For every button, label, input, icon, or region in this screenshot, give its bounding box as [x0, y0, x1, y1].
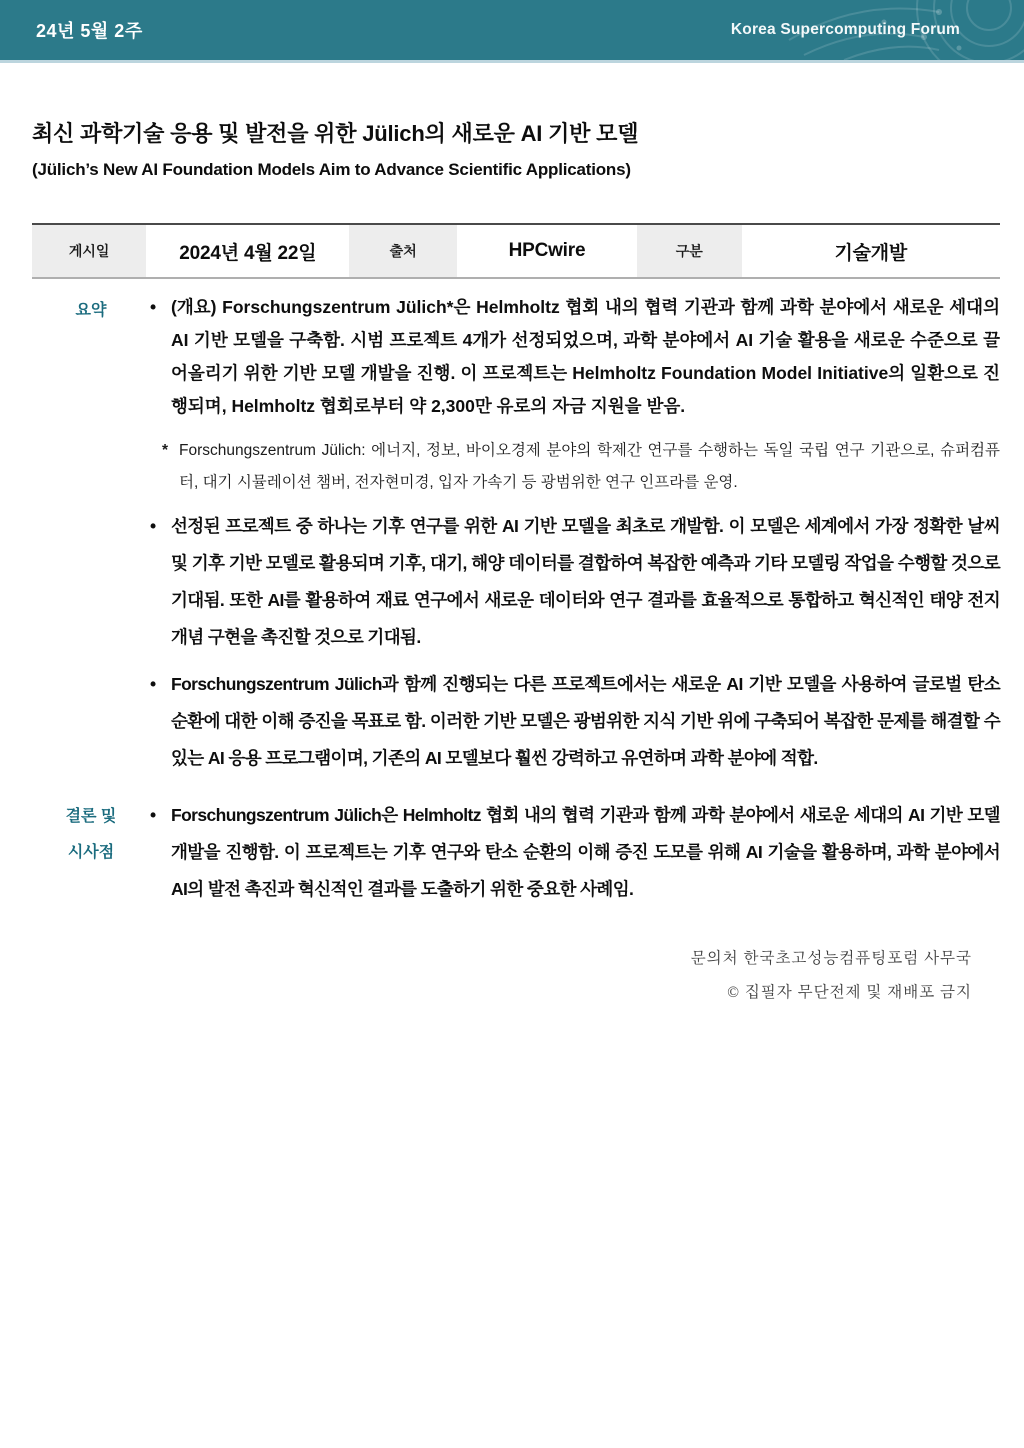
summary-section — [32, 291, 1000, 777]
conclusion-label-line1: 결론 및 — [65, 808, 117, 825]
conclusion-bullet-text: Forschungszentrum Jülich은 Helmholtz 협회 내의 협력 기관과 함께 과학 분야에서 새로운 세대의 AI 기반 모델 개발을 진행함. 이 프로젝트는 기후 연구와 탄소 순환의 이해 증진 도모를 위해 AI 기술을 활용하며, 과학 분야에서 AI의 발전 촉진과 혁신적인 결과를 도출하기 위한 중요한 사례임. — [171, 805, 1000, 899]
conclusion-section-body — [150, 797, 1000, 908]
summary-bullet-overview-text: (개요) Forschungszentrum Jülich*은 Helmholtz 협회 내의 협력 기관과 함께 과학 분야에서 새로운 세대의 AI 기반 모델을 구축함. 시범 프로젝트 4개가 선정되었으며, 과학 분야에서 AI 기술 활용을 새로운 수준으로 끌어올리기 위한 기반 모델 개발을 진행. 이 프로젝트는 Helmholtz Foundation Model Initiative의 일환으로 진행되며, Helmholtz 협회로부터 약 2,300만 유로의 자금 지원을 받음. — [171, 297, 1000, 416]
conclusion-bullet — [150, 797, 1000, 908]
conclusion-label-line2: 시사점 — [67, 844, 115, 861]
meta-value-category: 기술개발 — [742, 225, 1001, 277]
bullet-icon: • — [150, 297, 157, 317]
bullet-icon: • — [150, 805, 156, 825]
page-content — [0, 119, 1024, 1010]
conclusion-section — [32, 797, 1000, 908]
summary-bullet-climate-text: 선정된 프로젝트 중 하나는 기후 연구를 위한 AI 기반 모델을 최초로 개발함. 이 모델은 세계에서 가장 정확한 날씨 및 기후 기반 모델로 활용되며 기후, 대기, 해양 데이터를 결합하여 복잡한 예측과 기타 모델링 작업을 수행할 것으로 기대됨. 또한 AI를 활용하여 재료 연구에서 새로운 데이터와 연구 결과를 효율적으로 통합하고 혁신적인 태양 전지 개념 구현을 촉진할 것으로 기대됨. — [171, 516, 1000, 647]
brand-label: Korea Supercomputing Forum — [730, 21, 960, 38]
asterisk-icon: * — [162, 442, 169, 459]
meta-label-source: 출처 — [349, 225, 456, 277]
summary-bullet-carbon — [150, 666, 1000, 777]
conclusion-section-label — [32, 797, 150, 908]
footer-copyright-line: © 집필자 무단전제 및 재배포 금지 — [727, 984, 972, 1001]
footer-contact-line: 문의처 한국초고성능컴퓨팅포럼 사무국 — [690, 950, 972, 967]
meta-table — [32, 223, 1000, 279]
footnote — [150, 435, 1000, 499]
summary-section-label: 요약 — [75, 302, 107, 319]
summary-section-body — [150, 291, 1000, 777]
footnote-text: Forschungszentrum Jülich: 에너지, 정보, 바이오경제 분야의 학제간 연구를 수행하는 독일 국립 연구 기관으로, 슈퍼컴퓨터, 대기 시뮬레이션 챔버, 전자현미경, 입자 가속기 등 광범위한 연구 인프라를 운영. — [179, 442, 1000, 491]
header-bar — [0, 0, 1024, 63]
bullet-icon: • — [150, 516, 156, 536]
page-footer — [32, 942, 1000, 1010]
meta-label-posted-date: 게시일 — [32, 225, 146, 277]
article-title: 최신 과학기술 응용 및 발전을 위한 Jülich의 새로운 AI 기반 모델 — [32, 121, 639, 146]
summary-bullet-climate — [150, 508, 1000, 656]
article-header — [32, 119, 1000, 180]
issue-week-label: 24년 5월 2주 — [36, 21, 143, 41]
bullet-icon: • — [150, 674, 156, 694]
summary-bullet-carbon-text: Forschungszentrum Jülich과 함께 진행되는 다른 프로젝트에서는 새로운 AI 기반 모델을 사용하여 글로벌 탄소 순환에 대한 이해 증진을 목표로 함. 이러한 기반 모델은 광범위한 지식 기반 위에 구축되어 복잡한 문제를 해결할 수 있는 AI 응용 프로그램이며, 기존의 AI 모델보다 훨씬 강력하고 유연하며 과학 분야에 적합. — [171, 674, 1000, 768]
meta-value-source: HPCwire — [457, 225, 637, 277]
article-subtitle: (Jülich’s New AI Foundation Models Aim to Advance Scientific Applications) — [32, 160, 631, 179]
meta-value-posted-date: 2024년 4월 22일 — [146, 225, 349, 277]
summary-bullet-overview — [150, 291, 1000, 423]
meta-label-category: 구분 — [637, 225, 742, 277]
